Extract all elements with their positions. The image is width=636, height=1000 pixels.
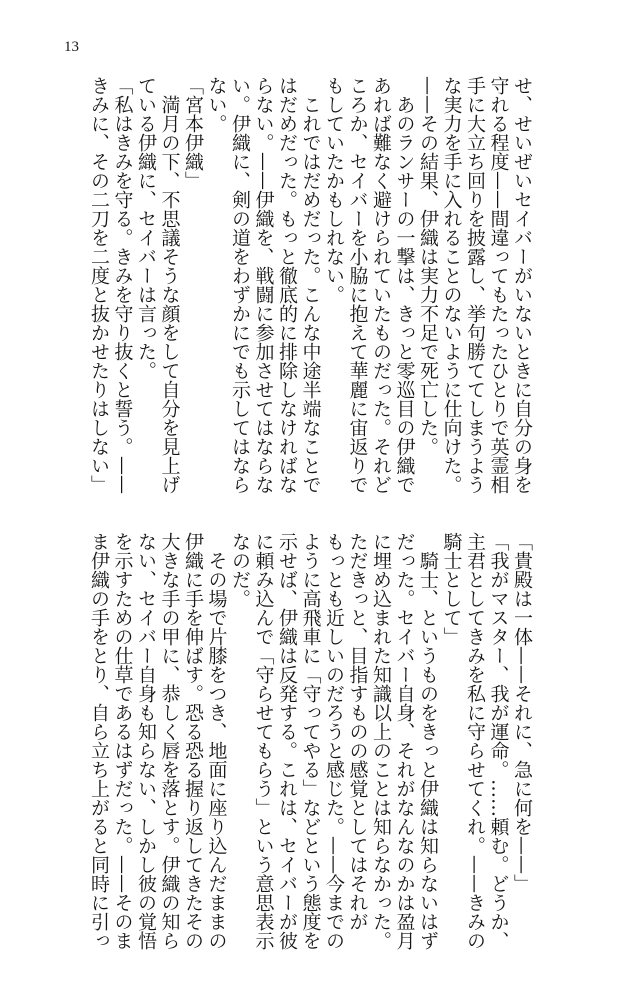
dialogue-line: 主君としてきみを私に守らせてくれ。——きみの: [464, 532, 486, 950]
text-line: な実力を手に入れることのないように仕向けた。: [440, 76, 463, 494]
text-line: だった。セイバー自身、それがなんなのかは盈月: [393, 532, 416, 950]
dialogue-line: 「私はきみを守る。きみを守り抜くと誓う。——: [111, 76, 134, 494]
text-line: 守れる程度——間違ってもたったひとりで英霊相: [487, 76, 510, 494]
text-line: ただきっと、目指すものの感覚としてはそれが: [346, 532, 369, 931]
text-line: せ、せいぜいセイバーがいないときに自分の身を: [511, 76, 533, 494]
text-line: これではだめだった。こんな中途半端なことで: [299, 95, 322, 494]
text-line: その場で片膝をつき、地面に座り込んだままの: [205, 551, 228, 950]
text-line: を示すための仕草であるはずだった。——そのま: [111, 532, 134, 950]
text-line: 満月の下、不思議そうな顔をして自分を見上げ: [158, 95, 181, 494]
text-line: はだめだった。もっと徹底的に排除しなければな: [276, 76, 298, 494]
text-line: ない、セイバー自身も知らない、しかし彼の覚悟: [135, 532, 157, 950]
dialogue-line: きみに、その二刀を二度と抜かせたりはしない」: [88, 76, 110, 494]
dialogue-line: 「宮本伊織」: [182, 76, 204, 190]
text-line: 大きな手の甲に、恭しく唇を落とす。伊織の知ら: [158, 532, 181, 950]
text-line: ている伊織に、セイバーは言った。: [135, 76, 157, 380]
upper-text-block: [86, 76, 533, 494]
text-line: もっとも近しいのだろうと感じた。——今までの: [323, 532, 345, 950]
dialogue-line: 「貴殿は一体——それに、急に何を——」: [511, 532, 533, 893]
text-line: 伊織に手を伸ばす。恐る恐る握り返してきたその: [182, 532, 204, 950]
text-line: 手に大立ち回りを披露し、挙句勝ててしまうよう: [464, 76, 486, 494]
lower-text-block: [86, 532, 533, 950]
text-line: ま伊織の手をとり、自ら立ち上がると同時に引っ: [88, 532, 110, 950]
page-number: 13: [64, 39, 79, 55]
text-line: に頼み込んで「守らせてもらう」という意思表示: [252, 532, 275, 950]
text-line: もしていたかもしれない。: [323, 76, 345, 304]
text-line: 騎士、というものをきっと伊織は知らないはず: [417, 551, 439, 950]
text-line: い。伊織に、剣の道をわずかにでも示してはなら: [229, 76, 251, 494]
text-line: あれば難なく避けられていたものだった。それど: [370, 76, 392, 494]
text-line: あのランサーの一撃は、きっと零巡目の伊織で: [393, 95, 416, 494]
text-line: ない。: [205, 76, 228, 133]
text-line: ころか、セイバーを小脇に抱えて華麗に宙返りで: [346, 76, 369, 494]
text-line: なのだ。: [229, 532, 251, 608]
text-line: らない。——伊織を、戦闘に参加させてはならな: [252, 76, 275, 494]
text-line: ように高飛車に「守ってやる」などという態度を: [299, 532, 322, 950]
text-line: 示せば、伊織は反発する。これは、セイバーが彼: [276, 532, 298, 950]
dialogue-line: 「我がマスター、我が運命。……頼む。どうか、: [487, 532, 510, 950]
text-line: に埋め込まれた知識以上のことは知らなかった。: [370, 532, 392, 950]
dialogue-line: 騎士として」: [440, 532, 463, 646]
text-line: ——その結果、伊織は実力不足で死亡した。: [417, 76, 439, 456]
